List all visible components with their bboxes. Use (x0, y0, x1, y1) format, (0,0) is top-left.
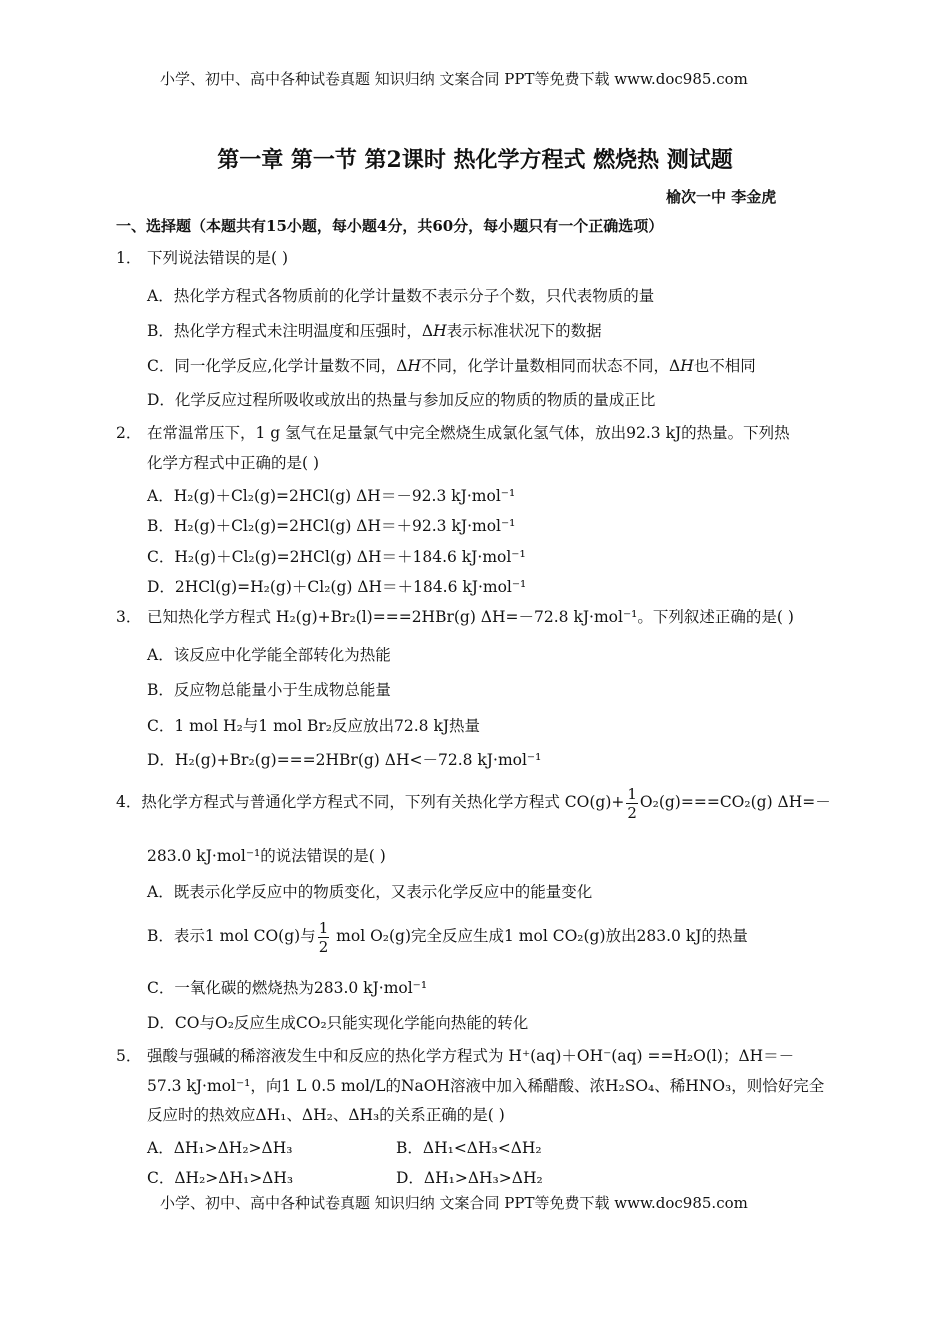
question-number: 1． (116, 249, 142, 267)
option-b: B．表示1 mol CO(g)与 $\frac{1}{2}$ mol O₂(g)完全反应生成1 mol CO₂(g)放出283.0 kJ的热量 (147, 918, 748, 956)
question-stem: 在常温常压下，1 g 氢气在足量氯气中完全燃烧生成氯化氢气体，放出92.3 kJ的热量。下列热 (147, 424, 790, 442)
option-d: D．H₂(g)+Br₂(g)===2HBr(g) ΔH<－72.8 kJ·mol⁻¹ (147, 751, 542, 769)
question-stem: 下列说法错误的是( ) (147, 249, 289, 267)
page-header: 小学、初中、高中各种试卷真题 知识归纳 文案合同 PPT等免费下载 www.doc985.com (160, 70, 748, 88)
option-a: A．H₂(g)＋Cl₂(g)=2HCl(g) ΔH＝－92.3 kJ·mol⁻¹ (147, 487, 516, 505)
question-number: 5． (116, 1047, 142, 1065)
fraction: $\frac{1}{2}$ (318, 918, 329, 956)
author: 榆次一中 李金虎 (666, 188, 777, 206)
option-d: D．化学反应过程所吸收或放出的热量与参加反应的物质的物质的量成正比 (147, 391, 656, 409)
option-a: A．热化学方程式各物质前的化学计量数不表示分子个数，只代表物质的量 (147, 287, 655, 305)
option-a: A．该反应中化学能全部转化为热能 (147, 646, 391, 664)
option-c: C．H₂(g)＋Cl₂(g)=2HCl(g) ΔH＝＋184.6 kJ·mol⁻¹ (147, 548, 526, 566)
option-c: C．一氧化碳的燃烧热为283.0 kJ·mol⁻¹ (147, 979, 428, 997)
question-stem: 已知热化学方程式 H₂(g)+Br₂(l)===2HBr(g) ΔH=－72.8 kJ·mol⁻¹。下列叙述正确的是( ) (147, 608, 794, 626)
question-stem-line3: 反应时的热效应ΔH₁、ΔH₂、ΔH₃的关系正确的是( ) (147, 1106, 505, 1124)
option-d: D．2HCl(g)=H₂(g)＋Cl₂(g) ΔH＝＋184.6 kJ·mol⁻¹ (147, 578, 527, 596)
question-stem: 4．热化学方程式与普通化学方程式不同，下列有关热化学方程式 CO(g)+ $\frac{1}{2}$ O₂(g)===CO₂(g) ΔH=－ (116, 784, 831, 822)
page-footer: 小学、初中、高中各种试卷真题 知识归纳 文案合同 PPT等免费下载 www.doc985.com (160, 1194, 748, 1212)
question-stem-line2: 化学方程式中正确的是( ) (147, 454, 320, 472)
option-c: C．ΔH₂>ΔH₁>ΔH₃ (147, 1169, 294, 1187)
option-c: C．同一化学反应,化学计量数不同，ΔH不同，化学计量数相同而状态不同，ΔH也不相同 (147, 357, 756, 375)
option-b: B．反应物总能量小于生成物总能量 (147, 681, 391, 699)
question-stem: 强酸与强碱的稀溶液发生中和反应的热化学方程式为 H⁺(aq)＋OH⁻(aq) ==H₂O(l)；ΔH＝－ (147, 1047, 795, 1065)
fraction: $\frac{1}{2}$ (627, 784, 637, 822)
option-a: A．ΔH₁>ΔH₂>ΔH₃ (147, 1139, 293, 1157)
question-stem-line2: 57.3 kJ·mol⁻¹，向1 L 0.5 mol/L的NaOH溶液中加入稀醋酸、浓H₂SO₄、稀HNO₃，则恰好完全 (147, 1077, 825, 1095)
question-number: 2． (116, 424, 142, 442)
option-d: D．ΔH₁>ΔH₃>ΔH₂ (396, 1169, 543, 1187)
section-heading: 一、选择题（本题共有15小题，每小题4分，共60分，每小题只有一个正确选项） (116, 217, 664, 235)
question-number: 3． (116, 608, 142, 626)
option-b: B．热化学方程式未注明温度和压强时，ΔH表示标准状况下的数据 (147, 322, 602, 340)
option-c: C．1 mol H₂与1 mol Br₂反应放出72.8 kJ热量 (147, 717, 481, 735)
option-b: B．H₂(g)＋Cl₂(g)=2HCl(g) ΔH＝＋92.3 kJ·mol⁻¹ (147, 517, 516, 535)
question-stem-line2: 283.0 kJ·mol⁻¹的说法错误的是( ) (147, 847, 386, 865)
page-title: 第一章 第一节 第2课时 热化学方程式 燃烧热 测试题 (217, 147, 733, 173)
option-b: B．ΔH₁<ΔH₃<ΔH₂ (396, 1139, 542, 1157)
option-d: D．CO与O₂反应生成CO₂只能实现化学能向热能的转化 (147, 1014, 529, 1032)
option-a: A．既表示化学反应中的物质变化，又表示化学反应中的能量变化 (147, 883, 593, 901)
